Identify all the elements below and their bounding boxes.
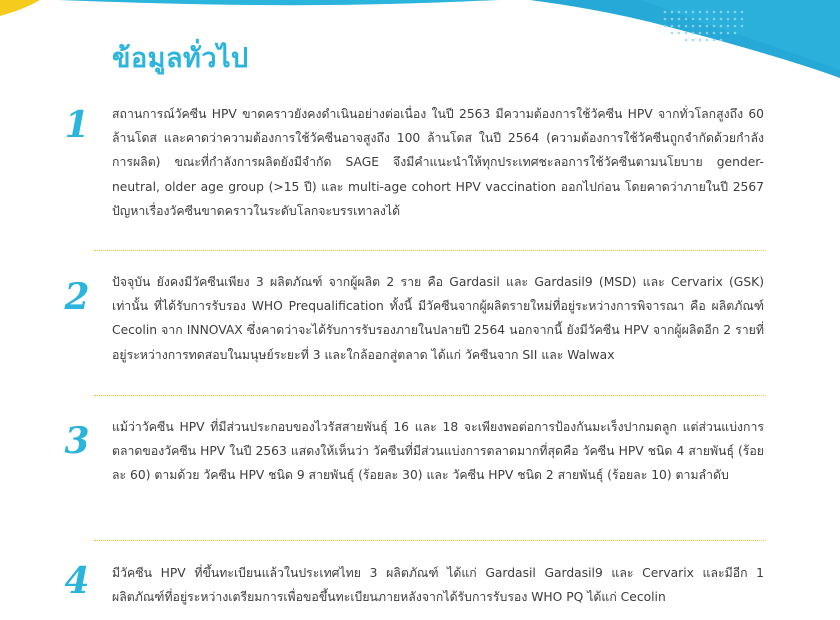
top-yellow-shape — [0, 0, 40, 16]
item-number-2: 2 — [64, 276, 90, 318]
separator-3 — [94, 540, 764, 541]
item-text-1: สถานการณ์วัคซีน HPV ขาดคราวยังคงดำเนินอย่างต่อเนื่อง ในปี 2563 มีความต้องการใช้วัคซีน HPV จากทั่วโลกสูงถึง 60 ล้านโดส และคาดว่าความต้องการใช้วัคซีนอาจสูงถึง 100 ล้านโดส ในปี 2564 (ความต้องการใช้วัคซีนถูกจำกัดด้วยกำลังการผลิต) ขณะที่กำลังการผลิตยังมีจำกัด SAGE จึงมีคำแนะนำให้ทุกประเทศชะลอการใช้วัคซีนตามนโยบาย gender-neutral, older age group (>15 ปี) และ multi-age cohort HPV vaccination ออกไปก่อน โดยคาดว่าภายในปี 2567 ปัญหาเรื่องวัคซีนขาดคราวในระดับโลกจะบรรเทาลงได้ — [112, 107, 764, 218]
item-text-4: มีวัคซีน HPV ที่ขึ้นทะเบียนแล้วในประเทศไทย 3 ผลิตภัณฑ์ ได้แก่ Gardasil Gardasil9 และ Cervarix และมีอีก 1 ผลิตภัณฑ์ที่อยู่ระหว่างเตรียมการเพื่อขอขึ้นทะเบียนภายหลังจากได้รับการรับรอง WHO PQ ได้แก่ Cecolin — [112, 566, 764, 605]
item-text-2: ปัจจุบัน ยังคงมีวัคซีนเพียง 3 ผลิตภัณฑ์ จากผู้ผลิต 2 ราย คือ Gardasil และ Gardasil9 (MSD) และ Cervarix (GSK) เท่านั้น ที่ได้รับการรับรอง WHO Prequalification ทั้งนี้ มีวัคซีนจากผู้ผลิตรายใหม่ที่อยู่ระหว่างการพิจารณา คือ ผลิตภัณฑ์ Cecolin จาก INNOVAX ซึ่งคาดว่าจะได้รับการรับรองภายในปลายปี 2564 นอกจากนี้ ยังมีวัคซีน HPV จากผู้ผลิตอีก 2 รายที่อยู่ระหว่างการทดสอบในมนุษย์ระยะที่ 3 และใกล้ออกสู่ตลาด ได้แก่ วัคซีนจาก SII และ Walwax — [112, 275, 764, 362]
top-blue-wave — [58, 0, 500, 5]
item-text-3: แม้ว่าวัคซีน HPV ที่มีส่วนประกอบของไวรัสสายพันธุ์ 16 และ 18 จะเพียงพอต่อการป้องกันมะเร็งปากมดลูก แต่ส่วนแบ่งการตลาดของวัคซีน HPV ในปี 2563 แสดงให้เห็นว่า วัคซีนที่มีส่วนแบ่งการตลาดมากที่สุดคือ วัคซีน HPV ชนิด 4 สายพันธุ์ (ร้อยละ 60) ตามด้วย วัคซีน HPV ชนิด 9 สายพันธุ์ (ร้อยละ 30) และ วัคซีน HPV ชนิด 2 สายพันธุ์ (ร้อยละ 10) ตามลำดับ — [112, 420, 764, 483]
top-right-blue-shape — [530, 0, 840, 78]
dot-pattern — [664, 11, 744, 42]
separator-1 — [94, 250, 764, 251]
item-number-4: 4 — [64, 560, 90, 602]
page-title: ข้อมูลทั่วไป — [112, 43, 249, 74]
item-number-3: 3 — [64, 420, 90, 462]
separator-2 — [94, 395, 764, 396]
item-number-1: 1 — [64, 104, 90, 146]
